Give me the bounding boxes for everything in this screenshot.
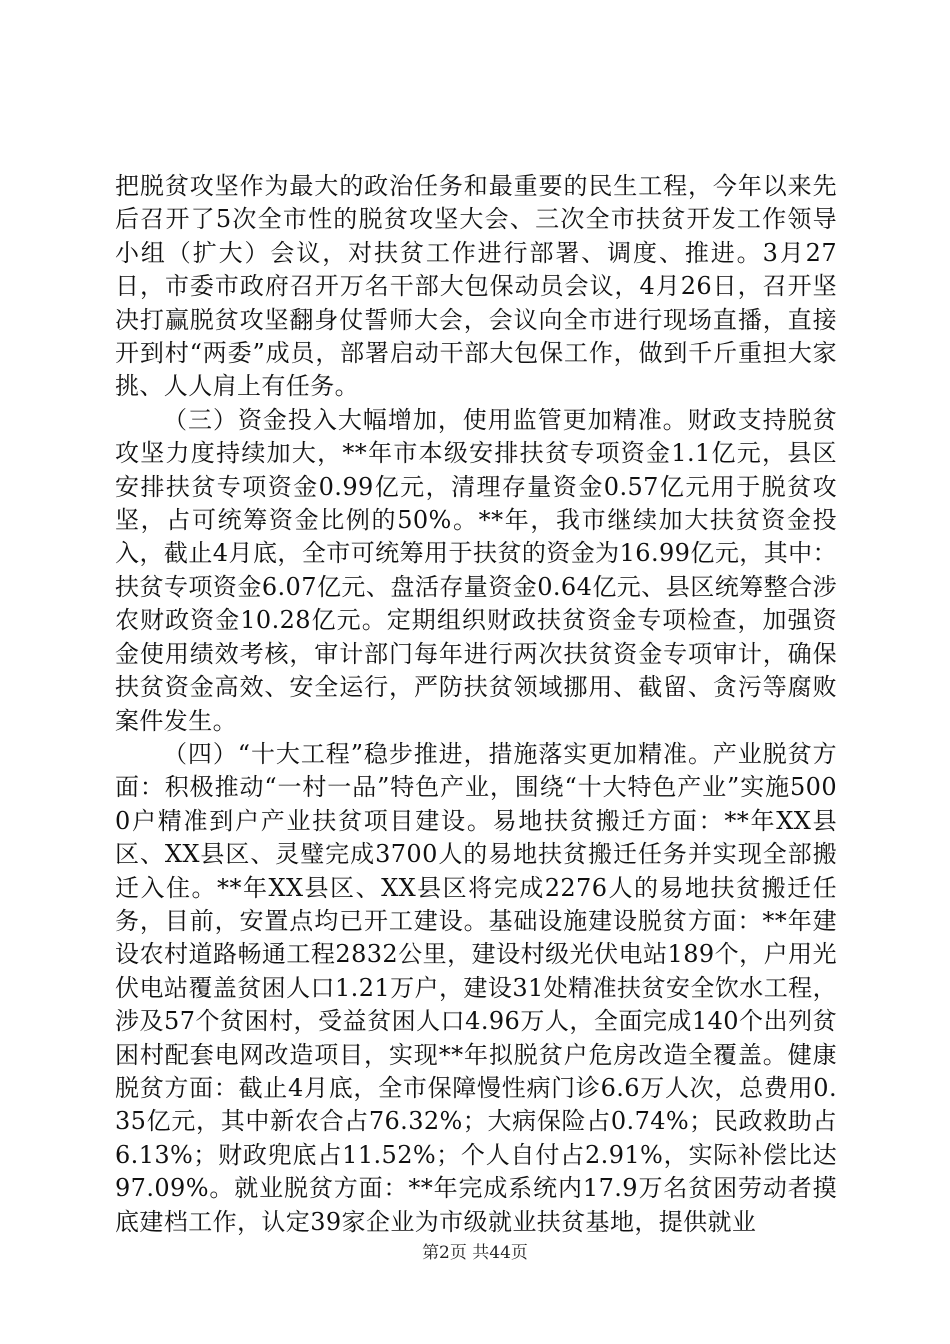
paragraph-1: 把脱贫攻坚作为最大的政治任务和最重要的民生工程，今年以来先后召开了5次全市性的脱贫攻坚大会、三次全市扶贫开发工作领导小组（扩大）会议，对扶贫工作进行部署、调度、推进。3月27日，市委市政府召开万名干部大包保动员会议，4月26日，召开坚决打赢脱贫攻坚翻身仗誓师大会，会议向全市进行现场直播，直接开到村“两委”成员，部署启动干部大包保工作，做到千斤重担大家挑、人人肩上有任务。 <box>115 172 837 401</box>
page-number-footer: 第2页 共44页 <box>422 1243 528 1263</box>
paragraph-3: （四）“十大工程”稳步推进，措施落实更加精准。产业脱贫方面：积极推动“一村一品”特色产业，围绕“十大特色产业”实施5000户精准到户产业扶贫项目建设。易地扶贫搬迁方面：**年XX县区、XX县区、灵璧完成3700人的易地扶贫搬迁任务并实现全部搬迁入住。**年XX县区、XX县区将完成2276人的易地扶贫搬迁任务，目前，安置点均已开工建设。基础设施建设脱贫方面：**年建设农村道路畅通工程2832公里，建设村级光伏电站189个，户用光伏电站覆盖贫困人口1.21万户，建设31处精准扶贫安全饮水工程，涉及57个贫困村，受益贫困人口4.96万人，全面完成140个出列贫困村配套电网改造项目，实现**年拟脱贫户危房改造全覆盖。健康脱贫方面：截止4月底，全市保障慢性病门诊6.6万人次，总费用0.35亿元，其中新农合占76.32%；大病保险占0.74%；民政救助占6.13%；财政兜底占11.52%；个人自付占2.91%，实际补偿比达97.09%。就业脱贫方面：**年完成系统内17.9万名贫困劳动者摸底建档工作，认定39家企业为市级就业扶贫基地，提供就业 <box>115 739 837 1236</box>
document-body <box>115 170 837 1239</box>
paragraph-2: （三）资金投入大幅增加，使用监管更加精准。财政支持脱贫攻坚力度持续加大，**年市本级安排扶贫专项资金1.1亿元，县区安排扶贫专项资金0.99亿元，清理存量资金0.57亿元用于脱贫攻坚，占可统筹资金比例的50%。**年，我市继续加大扶贫资金投入，截止4月底，全市可统筹用于扶贫的资金为16.99亿元，其中：扶贫专项资金6.07亿元、盘活存量资金0.64亿元、县区统筹整合涉农财政资金10.28亿元。定期组织财政扶贫资金专项检查，加强资金使用绩效考核，审计部门每年进行两次扶贫资金专项审计，确保扶贫资金高效、安全运行，严防扶贫领域挪用、截留、贪污等腐败案件发生。 <box>115 405 837 735</box>
